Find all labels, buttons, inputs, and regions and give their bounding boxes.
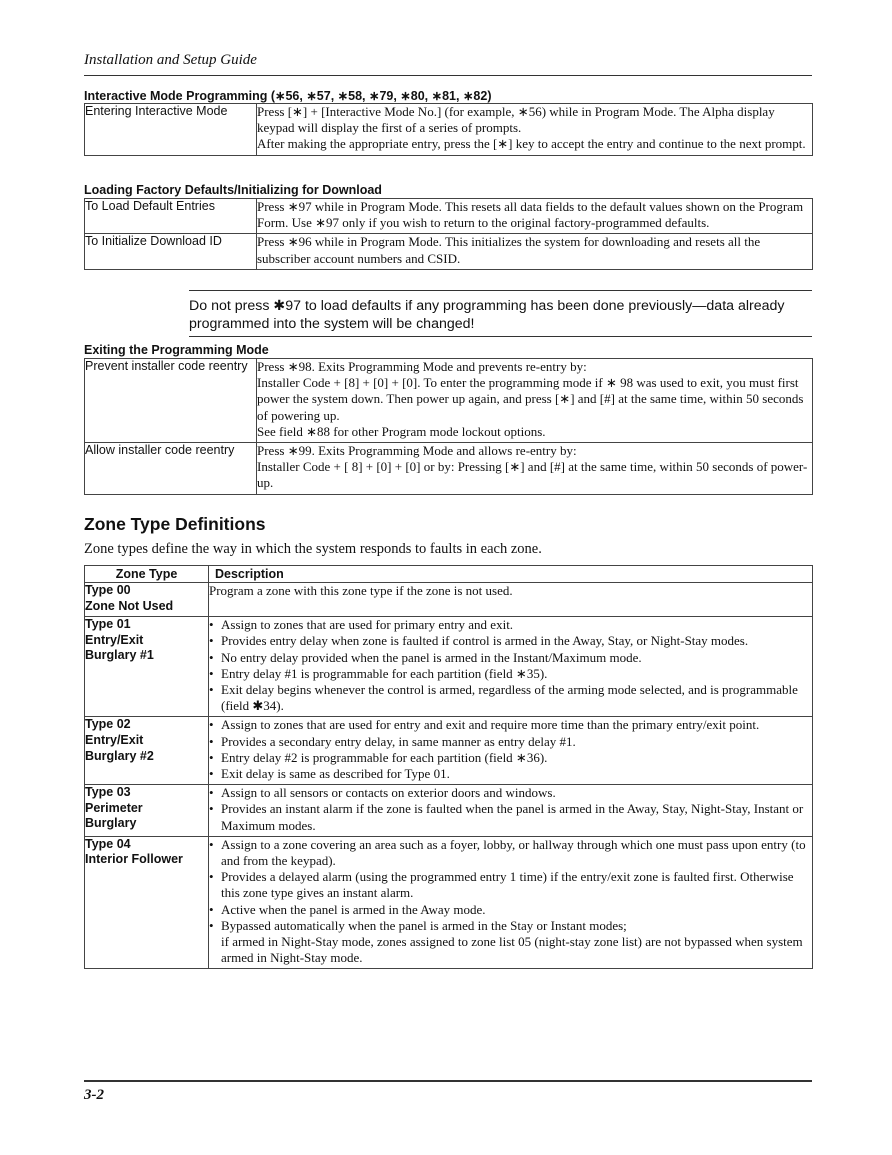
row-label: To Load Default Entries	[85, 199, 257, 234]
description-line: Press ∗97 while in Program Mode. This resets all data fields to the default values shown on the Program Form. Use ∗97 only if you wish to return to the original factory-programmed defaults.	[257, 199, 804, 231]
table-row	[85, 359, 813, 443]
zone-type-description	[209, 836, 813, 969]
table-header-row	[85, 566, 813, 583]
interactive-mode-heading: Interactive Mode Programming (∗56, ∗57, ∗58, ∗79, ∗80, ∗81, ∗82)	[84, 89, 492, 103]
bullet-item: • Provides a delayed alarm (using the programmed entry 1 time) if the entry/exit zone is faulted first. Otherwise this zone type gives an instant alarm.	[209, 869, 812, 901]
description-line: Installer Code + [8] + [0] + [0]. To enter the programming mode if ∗ 98 was used to exit, you must first power the system down. Then power up again, and press [∗] and [#] at the same time, within 50 seconds of powering up.	[257, 375, 804, 423]
row-description	[257, 443, 813, 495]
bullet-item: • Exit delay begins whenever the control is armed, regardless of the arming mode selected, and is programmable (field ✱34).	[209, 682, 812, 714]
zone-type-label	[85, 717, 209, 785]
page-header: Installation and Setup Guide	[84, 52, 812, 76]
zone-type-label	[85, 617, 209, 717]
description-line: Press ∗96 while in Program Mode. This initializes the system for downloading and resets all the subscriber account numbers and CSID.	[257, 234, 761, 266]
column-header-zone-type: Zone Type	[85, 566, 209, 583]
zone-type-name: Burglary #2	[85, 748, 154, 763]
zone-type-label	[85, 836, 209, 969]
bullet-item: • Entry delay #1 is programmable for each partition (field ∗35).	[209, 666, 812, 682]
zone-type-description	[209, 617, 813, 717]
zone-type-description	[209, 583, 813, 617]
bullet-item: • Assign to all sensors or contacts on exterior doors and windows.	[209, 785, 812, 801]
zone-type-name: Interior Follower	[85, 852, 183, 867]
description-continuation: if armed in Night-Stay mode, zones assigned to zone list 05 (night-stay zone list) are not bypassed when system armed in Night-Stay mode.	[221, 934, 803, 966]
description-line: Press ∗99. Exits Programming Mode and allows re-entry by:	[257, 443, 577, 459]
description-line: Press ∗98. Exits Programming Mode and prevents re-entry by:	[257, 359, 587, 374]
description-line: Program a zone with this zone type if the zone is not used.	[209, 583, 513, 598]
table-row	[85, 785, 813, 837]
zone-type-name: Zone Not Used	[85, 598, 174, 613]
zone-type-code: Type 00	[85, 583, 131, 597]
bullet-item: • Assign to zones that are used for entry and exit and require more time than the primary entry/exit point.	[209, 717, 812, 733]
zone-type-label	[85, 583, 209, 617]
zone-type-code: Type 03	[85, 785, 131, 800]
table-row	[85, 104, 813, 156]
zone-type-code: Type 01	[85, 617, 131, 632]
table-row	[85, 617, 813, 717]
bullet-item: • Exit delay is same as described for Type 01.	[209, 766, 812, 782]
table-row	[85, 443, 813, 495]
row-description	[257, 104, 813, 156]
table-row	[85, 199, 813, 234]
zone-type-name: Entry/Exit	[85, 632, 144, 647]
zone-type-name: Perimeter	[85, 800, 143, 815]
table-row	[85, 717, 813, 785]
zone-type-code: Type 02	[85, 717, 131, 732]
bullet-item: • Bypassed automatically when the panel is armed in the Stay or Instant modes;	[209, 918, 812, 934]
bullet-item: • Assign to a zone covering an area such as a foyer, lobby, or hallway through which one must pass upon entry (to and from the keypad).	[209, 837, 812, 869]
row-label: Prevent installer code reentry	[85, 359, 257, 443]
table-row	[85, 583, 813, 617]
table-row	[85, 234, 813, 269]
zone-type-description	[209, 785, 813, 837]
description-line: After making the appropriate entry, press the [∗] key to accept the entry and continue to the next prompt.	[257, 136, 806, 152]
section-intro: Zone types define the way in which the system responds to faults in each zone.	[84, 541, 542, 557]
column-header-description: Description	[209, 566, 813, 583]
bullet-item: • Assign to zones that are used for primary entry and exit.	[209, 617, 812, 633]
bullet-item: • Provides a secondary entry delay, in same manner as entry delay #1.	[209, 734, 812, 750]
bullet-item: • Entry delay #2 is programmable for each partition (field ∗36).	[209, 750, 812, 766]
interactive-mode-table	[84, 103, 813, 156]
row-description	[257, 234, 813, 269]
row-label: Entering Interactive Mode	[85, 104, 257, 156]
exiting-mode-table	[84, 358, 813, 495]
zone-type-name: Entry/Exit	[85, 733, 144, 747]
factory-defaults-table	[84, 198, 813, 270]
zone-type-description	[209, 717, 813, 785]
row-description	[257, 199, 813, 234]
description-line: See field ∗88 for other Program mode lockout options.	[257, 423, 546, 439]
page-number: 3-2	[84, 1080, 812, 1104]
row-label: To Initialize Download ID	[85, 234, 257, 269]
factory-defaults-heading: Loading Factory Defaults/Initializing for Download	[84, 183, 382, 197]
warning-note: Do not press ✱97 to load defaults if any programming has been done previously—data already programmed into the system will be changed!	[189, 290, 812, 337]
zone-type-table	[84, 565, 813, 969]
exiting-mode-heading: Exiting the Programming Mode	[84, 343, 269, 357]
zone-type-label	[85, 785, 209, 837]
row-label: Allow installer code reentry	[85, 443, 257, 495]
description-line: Installer Code + [ 8] + [0] + [0] or by: Pressing [∗] and [#] at the same time, within 50 seconds of power-up.	[257, 459, 808, 491]
zone-type-code: Type 04	[85, 836, 131, 851]
bullet-item: • Provides entry delay when zone is faulted if control is armed in the Away, Stay, or Night-Stay modes.	[209, 633, 812, 649]
table-row	[85, 836, 813, 969]
section-title: Zone Type Definitions	[84, 514, 266, 534]
zone-type-name: Burglary	[85, 816, 137, 831]
zone-type-name: Burglary #1	[85, 648, 154, 663]
bullet-item: • Provides an instant alarm if the zone is faulted when the panel is armed in the Away, Stay, Night-Stay, Instant or Maximum modes.	[209, 801, 812, 833]
bullet-item: • No entry delay provided when the panel is armed in the Instant/Maximum mode.	[209, 650, 812, 666]
bullet-item: • Active when the panel is armed in the Away mode.	[209, 902, 812, 918]
description-line: Press [∗] + [Interactive Mode No.] (for example, ∗56) while in Program Mode. The Alpha display keypad will display the first of a series of prompts.	[257, 104, 775, 136]
row-description	[257, 359, 813, 443]
